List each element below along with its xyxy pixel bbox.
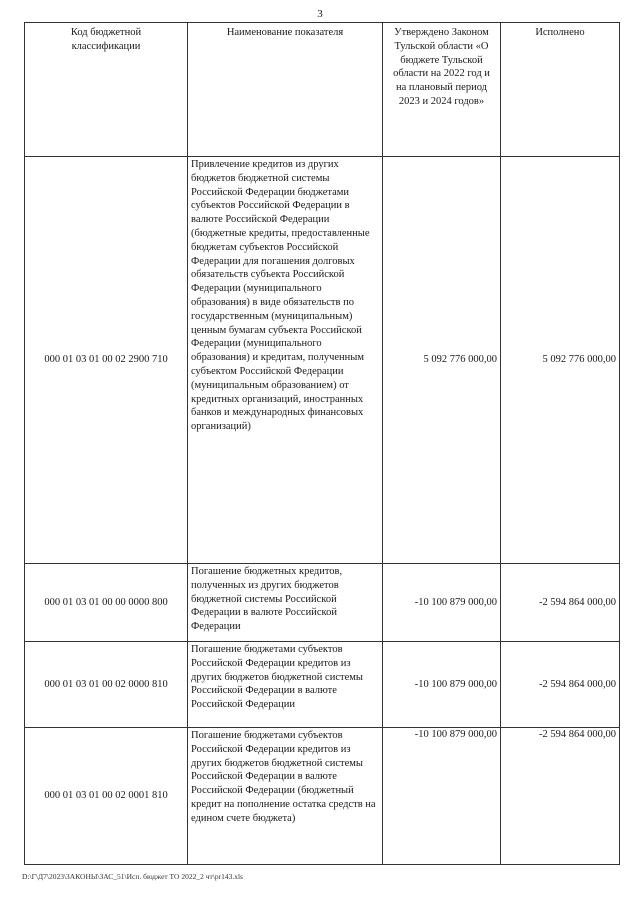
row-code: 000 01 03 01 00 02 2900 710 xyxy=(25,157,188,564)
header-code: Код бюджетной классификации xyxy=(25,23,188,157)
row-approved: -10 100 879 000,00 xyxy=(383,564,501,642)
row-executed: -2 594 864 000,00 xyxy=(501,564,620,642)
row-approved: -10 100 879 000,00 xyxy=(383,642,501,728)
header-executed: Исполнено xyxy=(501,23,620,157)
row-executed: 5 092 776 000,00 xyxy=(501,157,620,564)
row-executed: -2 594 864 000,00 xyxy=(501,642,620,728)
budget-table xyxy=(24,22,620,865)
row-code: 000 01 03 01 00 02 0000 810 xyxy=(25,642,188,728)
row-code: 000 01 03 01 00 02 0001 810 xyxy=(25,728,188,865)
page-number: 3 xyxy=(317,8,323,20)
row-code: 000 01 03 01 00 00 0000 800 xyxy=(25,564,188,642)
row-approved: 5 092 776 000,00 xyxy=(383,157,501,564)
table-row xyxy=(25,157,620,564)
header-name: Наименование показателя xyxy=(188,23,383,157)
row-executed: -2 594 864 000,00 xyxy=(501,728,620,865)
row-name: Привлечение кредитов из других бюджетов бюджетной системы Российской Федерации бюджетами субъектов Российской Федерации в валюте Российской Федерации (бюджетные кредиты, предоставленные бюджетам субъектов Российской Федерации для погашения долговых обязательств субъекта Российской Федерации (муниципального образования) в виде обязательств по государственным (муниципальным) ценным бумагам субъекта Российской Федерации (муниципального образования) и кредитам, полученным субъектом Российской Федерации (муниципальным образованием) от кредитных организаций, иностранных банков и международных финансовых организаций) xyxy=(188,157,383,564)
table-row xyxy=(25,564,620,642)
table-row xyxy=(25,642,620,728)
row-name: Погашение бюджетами субъектов Российской Федерации кредитов из других бюджетов бюджетной системы Российской Федерации в валюте Российской Федерации (бюджетный кредит на пополнение остатка средств на едином счете бюджета) xyxy=(188,728,383,865)
file-path-footer: D:\Г\Д7\2023\ЗАКОНЫ\ЗАС_51\Исп. бюджет ТО 2022_2 чт\pr143.xls xyxy=(22,872,243,881)
row-approved: -10 100 879 000,00 xyxy=(383,728,501,865)
table-header-row xyxy=(25,23,620,157)
header-approved: Утверждено Законом Тульской области «О бюджете Тульской области на 2022 год и на плановый период 2023 и 2024 годов» xyxy=(383,23,501,157)
row-name: Погашение бюджетных кредитов, полученных из других бюджетов бюджетной системы Российской Федерации в валюте Российской Федерации xyxy=(188,564,383,642)
table-row xyxy=(25,728,620,865)
row-name: Погашение бюджетами субъектов Российской Федерации кредитов из других бюджетов бюджетной системы Российской Федерации в валюте Российской Федерации xyxy=(188,642,383,728)
